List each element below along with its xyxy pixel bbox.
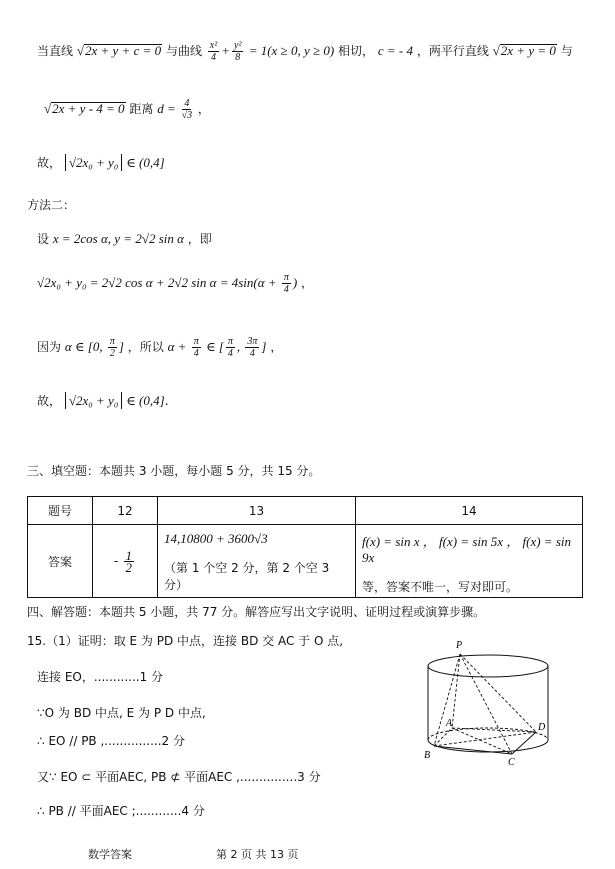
q15-p5: [37, 768, 321, 785]
text: α +: [167, 339, 190, 354]
cylinder-figure: [420, 636, 560, 766]
den: 4: [193, 348, 199, 359]
line-result1: 故， √2x₀ + y₀ ∈ (0,4]: [37, 155, 165, 170]
frac-y: $\frac{\text{y²}}{8}$: [234, 40, 242, 63]
line-result2: 故， √2x₀ + y₀ ∈ (0,4].: [37, 393, 169, 408]
den: 2: [125, 559, 133, 575]
answer-table: [27, 496, 583, 598]
q15-p1: [27, 632, 343, 649]
abs-expr: 2x₀ + y₀: [75, 155, 119, 170]
num: π: [109, 336, 115, 347]
answer-13: [158, 525, 356, 598]
edge-PA: [452, 654, 460, 728]
answer-13-value: 14,10800 + 3600√3: [164, 531, 268, 546]
text: 连接 EO，............1 分: [37, 670, 164, 684]
alpha-range: α ∈ [0,: [64, 339, 106, 354]
abs-expr: 2x₀ + y₀: [75, 393, 119, 408]
label-A: A: [446, 718, 453, 729]
text: ，: [301, 276, 314, 290]
text: ∵O 为 BD 中点, E 为 P D 中点,: [37, 706, 206, 720]
method-title: 方法二：: [27, 198, 76, 212]
param-eq: x = 2cos α, y = 2√2 sin α: [52, 231, 184, 246]
edge-AC: [452, 728, 512, 754]
text: 当直线: [37, 44, 74, 58]
edge-PD: [460, 654, 536, 732]
den: 2: [109, 348, 115, 359]
text: ,: [236, 339, 244, 354]
num: π: [227, 336, 233, 347]
text: 又∵ EO ⊂ 平面AEC, PB ⊄ 平面AEC ,...............3 分: [37, 770, 321, 784]
line-sum: [37, 272, 313, 295]
q15-p2: [37, 668, 163, 685]
section-title: 三、填空题：本题共 3 小题，每小题 5 分，共 15 分。: [27, 464, 321, 478]
q15-p3: [37, 704, 206, 721]
range: ∈ (0,4]: [126, 393, 165, 408]
sum-eq: √2x₀ + y₀ = 2√2 cos α + 2√2 sin α = 4sin(α +: [37, 275, 280, 290]
answer-14: [356, 525, 583, 598]
text: ∴ PB // 平面AEC ;............4 分: [37, 804, 205, 818]
num: 4: [184, 98, 190, 109]
text: ，: [270, 340, 283, 354]
section3-title: [27, 462, 320, 479]
method-two: [27, 196, 75, 213]
num: 3π: [247, 336, 258, 347]
header-cell: 14: [356, 497, 583, 525]
edge-CD: [512, 732, 536, 754]
frac-x: $\frac{\text{x²}}{4}$: [209, 40, 218, 63]
section4-title: [27, 603, 485, 620]
section-title: 四、解答题：本题共 5 小题，共 77 分。解答应写出文字说明、证明过程或演算步骤。: [27, 605, 486, 619]
text: 15.（1）证明：取 E 为 PD 中点，连接 BD 交 AC 于 O 点,: [27, 634, 344, 648]
bottom-front: [428, 740, 548, 752]
line-param: [37, 230, 212, 247]
text: ∴ EO // PB ,...............2 分: [37, 734, 185, 748]
text: .: [164, 394, 169, 408]
label-P: P: [456, 640, 463, 651]
answer-13-note: （第 1 个空 2 分，第 2 个空 3 分）: [164, 561, 330, 592]
answer-14-note: 等，答案不唯一，写对即可。: [362, 580, 519, 594]
den: 4: [249, 348, 255, 359]
text: ): [292, 275, 298, 290]
edge-PB: [434, 654, 460, 746]
eq-line2: 2x + y = 0: [500, 43, 556, 58]
text: 因为: [37, 340, 65, 354]
num: 1: [125, 547, 133, 563]
edge-AD: [452, 728, 536, 732]
range: ∈ (0,4]: [126, 155, 165, 170]
header-cell: 13: [158, 497, 356, 525]
answer-12: [93, 525, 158, 598]
c-value: c = - 4: [377, 43, 413, 58]
text: ]: [261, 339, 267, 354]
q15-p4: [37, 732, 185, 749]
header-cell: 12: [93, 497, 158, 525]
header-cell: 题号: [28, 497, 93, 525]
text: ，: [197, 102, 210, 116]
num: π: [283, 272, 289, 283]
text: 与: [560, 44, 573, 58]
text: 设: [37, 232, 53, 246]
footer-text: 数学答案: [88, 848, 132, 861]
line-range: [37, 336, 282, 359]
edge-BD: [434, 732, 536, 746]
q15-p6: [37, 802, 205, 819]
label-C: C: [508, 757, 515, 766]
eq: 2x + y - 4 = 0: [52, 101, 125, 116]
top-ellipse: [428, 655, 548, 677]
text: ，所以: [127, 340, 168, 354]
text: 相切，: [338, 44, 375, 58]
line-distance: √2x + y - 4 = 0 距离 d = $\frac{4}{√3}$ ，: [44, 98, 210, 121]
den: 4: [227, 348, 233, 359]
den: 3: [187, 110, 193, 121]
footer-left: [88, 846, 132, 862]
row-label: 答案: [28, 525, 93, 598]
sign: -: [113, 551, 119, 567]
text: ，两平行直线: [416, 44, 489, 58]
text: 故，: [37, 156, 62, 170]
text: ]: [118, 339, 124, 354]
num: π: [193, 336, 199, 347]
answer-14-value: f(x) = sin x ， f(x) = sin 5x ， f(x) = sin 9x: [362, 534, 571, 565]
page-number: 第 2 页 共 13 页: [216, 848, 299, 861]
text: 与曲线: [165, 44, 206, 58]
text: ∈ [: [202, 339, 224, 354]
label-D: D: [538, 722, 546, 733]
text: 故，: [37, 394, 62, 408]
line-tangent: 当直线 √2x + y + c = 0 与曲线 $\frac{\text{x²}}{4}$ + $\frac{\text{y²}}{8}$ = 1(x ≥ 0, y ≥ 0) 相切， c = - 4 ，两平行直线 √2x + y = 0 与: [37, 40, 573, 63]
eq-line: 2x + y + c = 0: [84, 43, 162, 58]
text: 距离: [129, 102, 158, 116]
label-B: B: [424, 750, 431, 761]
den: 4: [283, 284, 289, 295]
text: ，即: [187, 232, 212, 246]
curve-eq: = 1(x ≥ 0, y ≥ 0): [245, 43, 335, 58]
d: d =: [157, 101, 176, 116]
footer-right: [216, 846, 298, 862]
edge-BC: [434, 746, 512, 754]
